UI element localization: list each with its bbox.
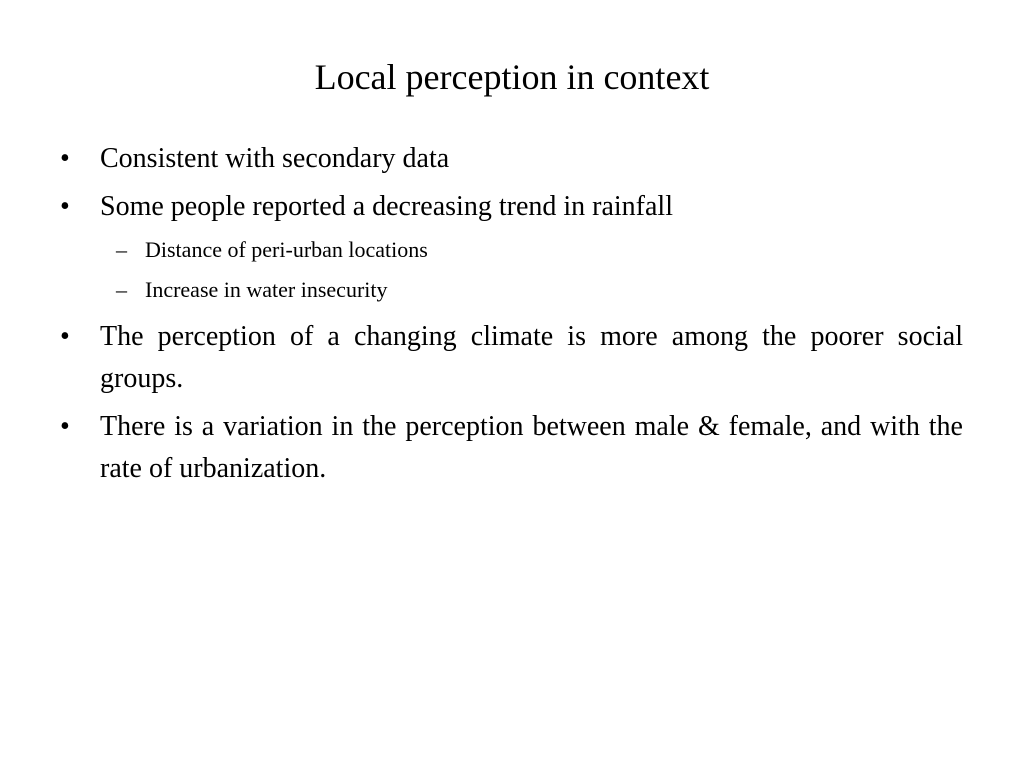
bullet-marker: •	[60, 321, 70, 352]
bullet-item	[60, 138, 963, 180]
sub-bullet-marker: –	[116, 237, 127, 262]
sub-bullet-item	[60, 272, 963, 308]
bullet-text: Consistent with secondary data	[100, 143, 450, 174]
bullet-item	[60, 186, 963, 228]
slide-title: Local perception in context	[314, 57, 710, 97]
sub-bullet-text: Increase in water insecurity	[145, 277, 388, 302]
bullet-text: There is a variation in the perception between male & female, and with the rate of urbanization.	[100, 411, 963, 484]
bullet-item	[60, 316, 963, 400]
sub-bullet-marker: –	[116, 277, 127, 302]
bullet-text: Some people reported a decreasing trend in rainfall	[100, 191, 673, 222]
bullet-item	[60, 406, 963, 490]
bullet-text: The perception of a changing climate is more among the poorer social groups.	[100, 321, 963, 394]
bullet-list	[60, 138, 963, 490]
sub-bullet-item	[60, 232, 963, 268]
bullet-marker: •	[60, 191, 70, 222]
bullet-marker: •	[60, 411, 70, 442]
sub-bullet-text: Distance of peri-urban locations	[145, 237, 428, 262]
bullet-marker: •	[60, 143, 70, 174]
